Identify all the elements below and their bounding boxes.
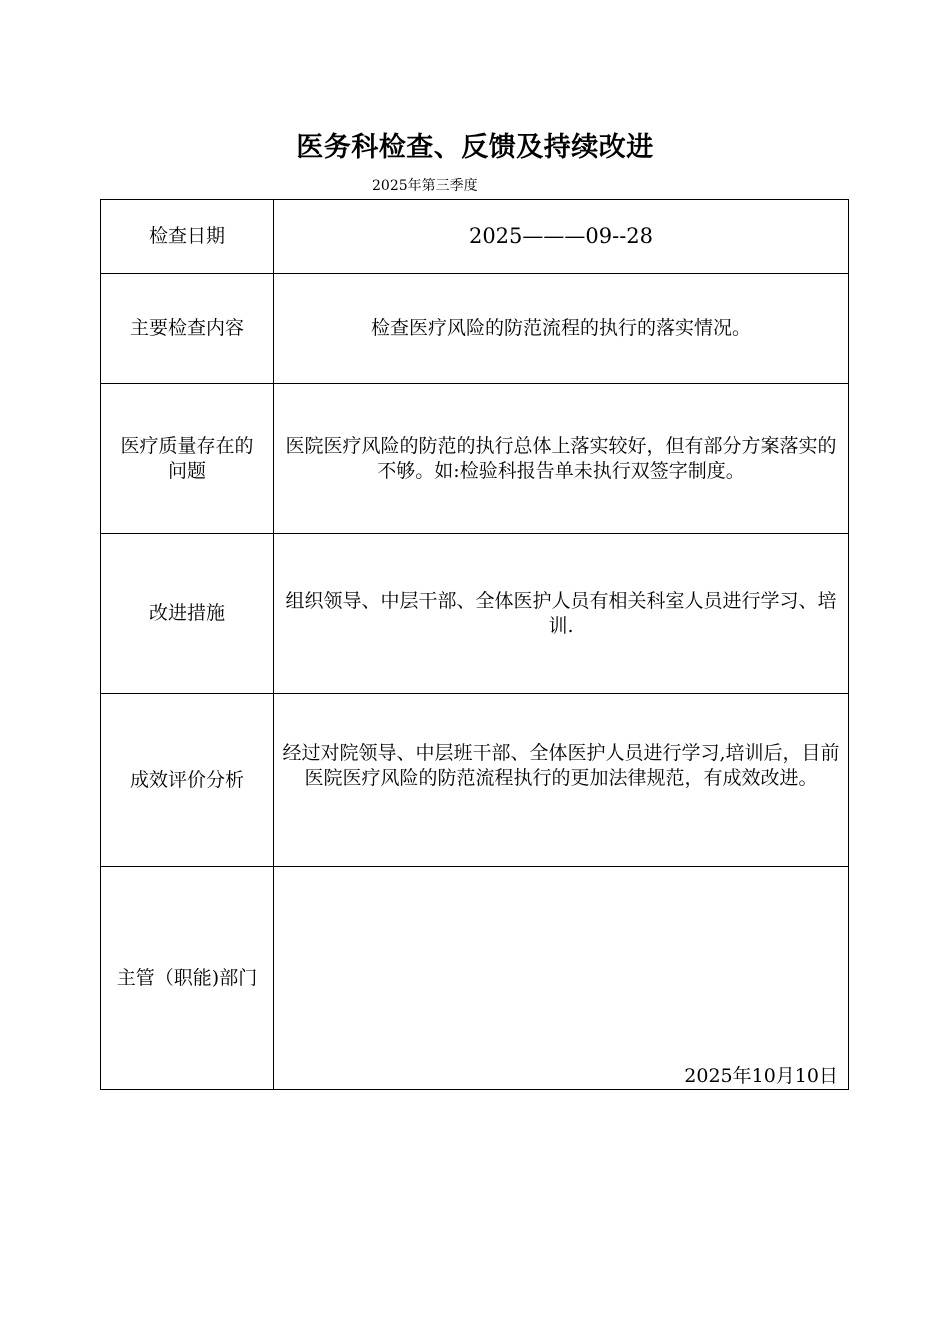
improvement-measures-value <box>274 534 849 694</box>
quality-problems-label: 医疗质量存在的问题 <box>101 384 274 534</box>
table-row-responsible-department <box>101 867 849 1090</box>
improvement-measures-label: 改进措施 <box>101 534 274 694</box>
inspection-report-table <box>100 199 849 1090</box>
inspection-date-label: 检查日期 <box>101 200 274 274</box>
document-subtitle: 2025年第三季度 <box>372 178 478 194</box>
effect-evaluation-text: 经过对院领导、中层班干部、全体医护人员进行学习,培训后，目前医院医疗风险的防范流程执行的更加法律规范，有成效改进。 <box>282 742 840 789</box>
main-content-value <box>274 274 849 384</box>
effect-evaluation-label: 成效评价分析 <box>101 694 274 867</box>
responsible-department-value <box>274 867 849 1090</box>
table-row-main-content <box>101 274 849 384</box>
quality-problems-value <box>274 384 849 534</box>
table-row-quality-problems <box>101 384 849 534</box>
document-title: 医务科检查、反馈及持续改进 <box>296 132 654 163</box>
inspection-date-value: 2025———09--28 <box>274 200 849 274</box>
signoff-date: 2025年10月10日 <box>684 1065 838 1087</box>
table-row-improvement-measures <box>101 534 849 694</box>
main-content-text: 检查医疗风险的防范流程的执行的落实情况。 <box>370 317 751 339</box>
effect-evaluation-value <box>274 694 849 867</box>
main-content-label: 主要检查内容 <box>101 274 274 384</box>
table-row-inspection-date <box>101 200 849 274</box>
table-row-effect-evaluation <box>101 694 849 867</box>
improvement-measures-text: 组织领导、中层干部、全体医护人员有相关科室人员进行学习、培训. <box>285 589 837 637</box>
responsible-department-label: 主管（职能)部门 <box>101 867 274 1090</box>
quality-problems-text: 医院医疗风险的防范的执行总体上落实较好，但有部分方案落实的不够。如:检验科报告单未执行双签字制度。 <box>285 434 837 482</box>
